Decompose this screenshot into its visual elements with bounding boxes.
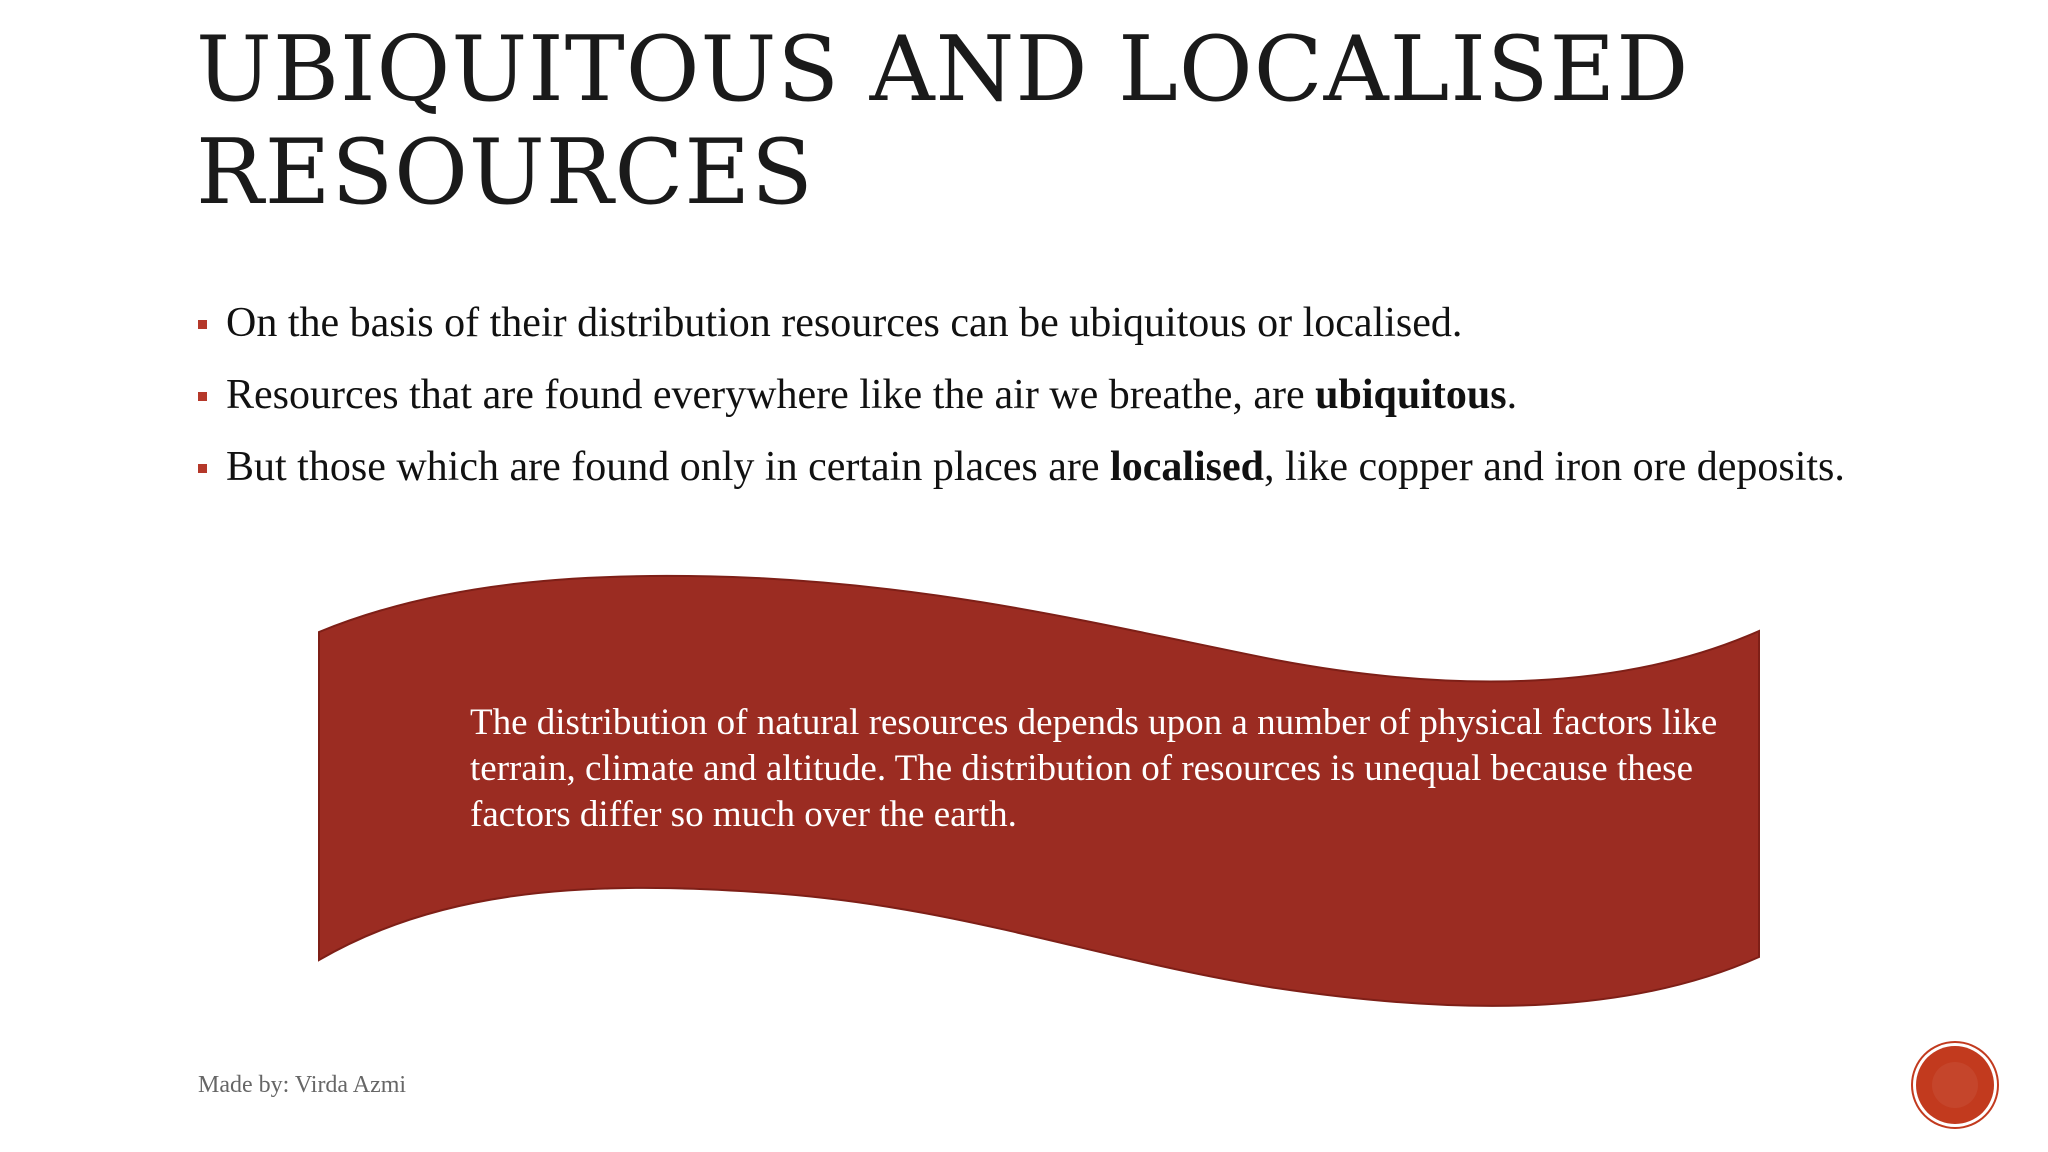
bullet-item: [196, 300, 1856, 346]
footer-author: Made by: Virda Azmi: [198, 1072, 407, 1098]
bullet-text: On the basis of their distribution resources can be ubiquitous or localised.: [226, 300, 1463, 346]
banner-text: The distribution of natural resources depends upon a number of physical factors like terrain, climate and altitude. The distribution of resources is unequal because these factors differ so much over the earth.: [470, 702, 1718, 835]
bullet-text-end: .: [1506, 372, 1518, 418]
bullet-bold-term: localised: [1110, 444, 1265, 490]
slide-title-line-1: UBIQUITOUS AND LOCALISED: [196, 17, 1690, 122]
bullet-text-end: , like copper and iron ore deposits.: [1264, 444, 1845, 490]
bullet-square-icon: [198, 320, 207, 329]
bullet-item: [196, 444, 1856, 490]
slide-title-line-2: RESOURCES: [196, 120, 814, 225]
bullet-bold-term: ubiquitous: [1315, 372, 1507, 418]
circle-button-icon[interactable]: [1916, 1046, 1994, 1124]
bullet-text: But those which are found only in certain places are: [226, 444, 1111, 490]
bullet-list: [196, 300, 1856, 516]
slide-title: [196, 18, 1896, 224]
bullet-item: [196, 372, 1856, 418]
bullet-text: Resources that are found everywhere like the air we breathe, are: [226, 372, 1316, 418]
bullet-square-icon: [198, 464, 207, 473]
bullet-square-icon: [198, 392, 207, 401]
